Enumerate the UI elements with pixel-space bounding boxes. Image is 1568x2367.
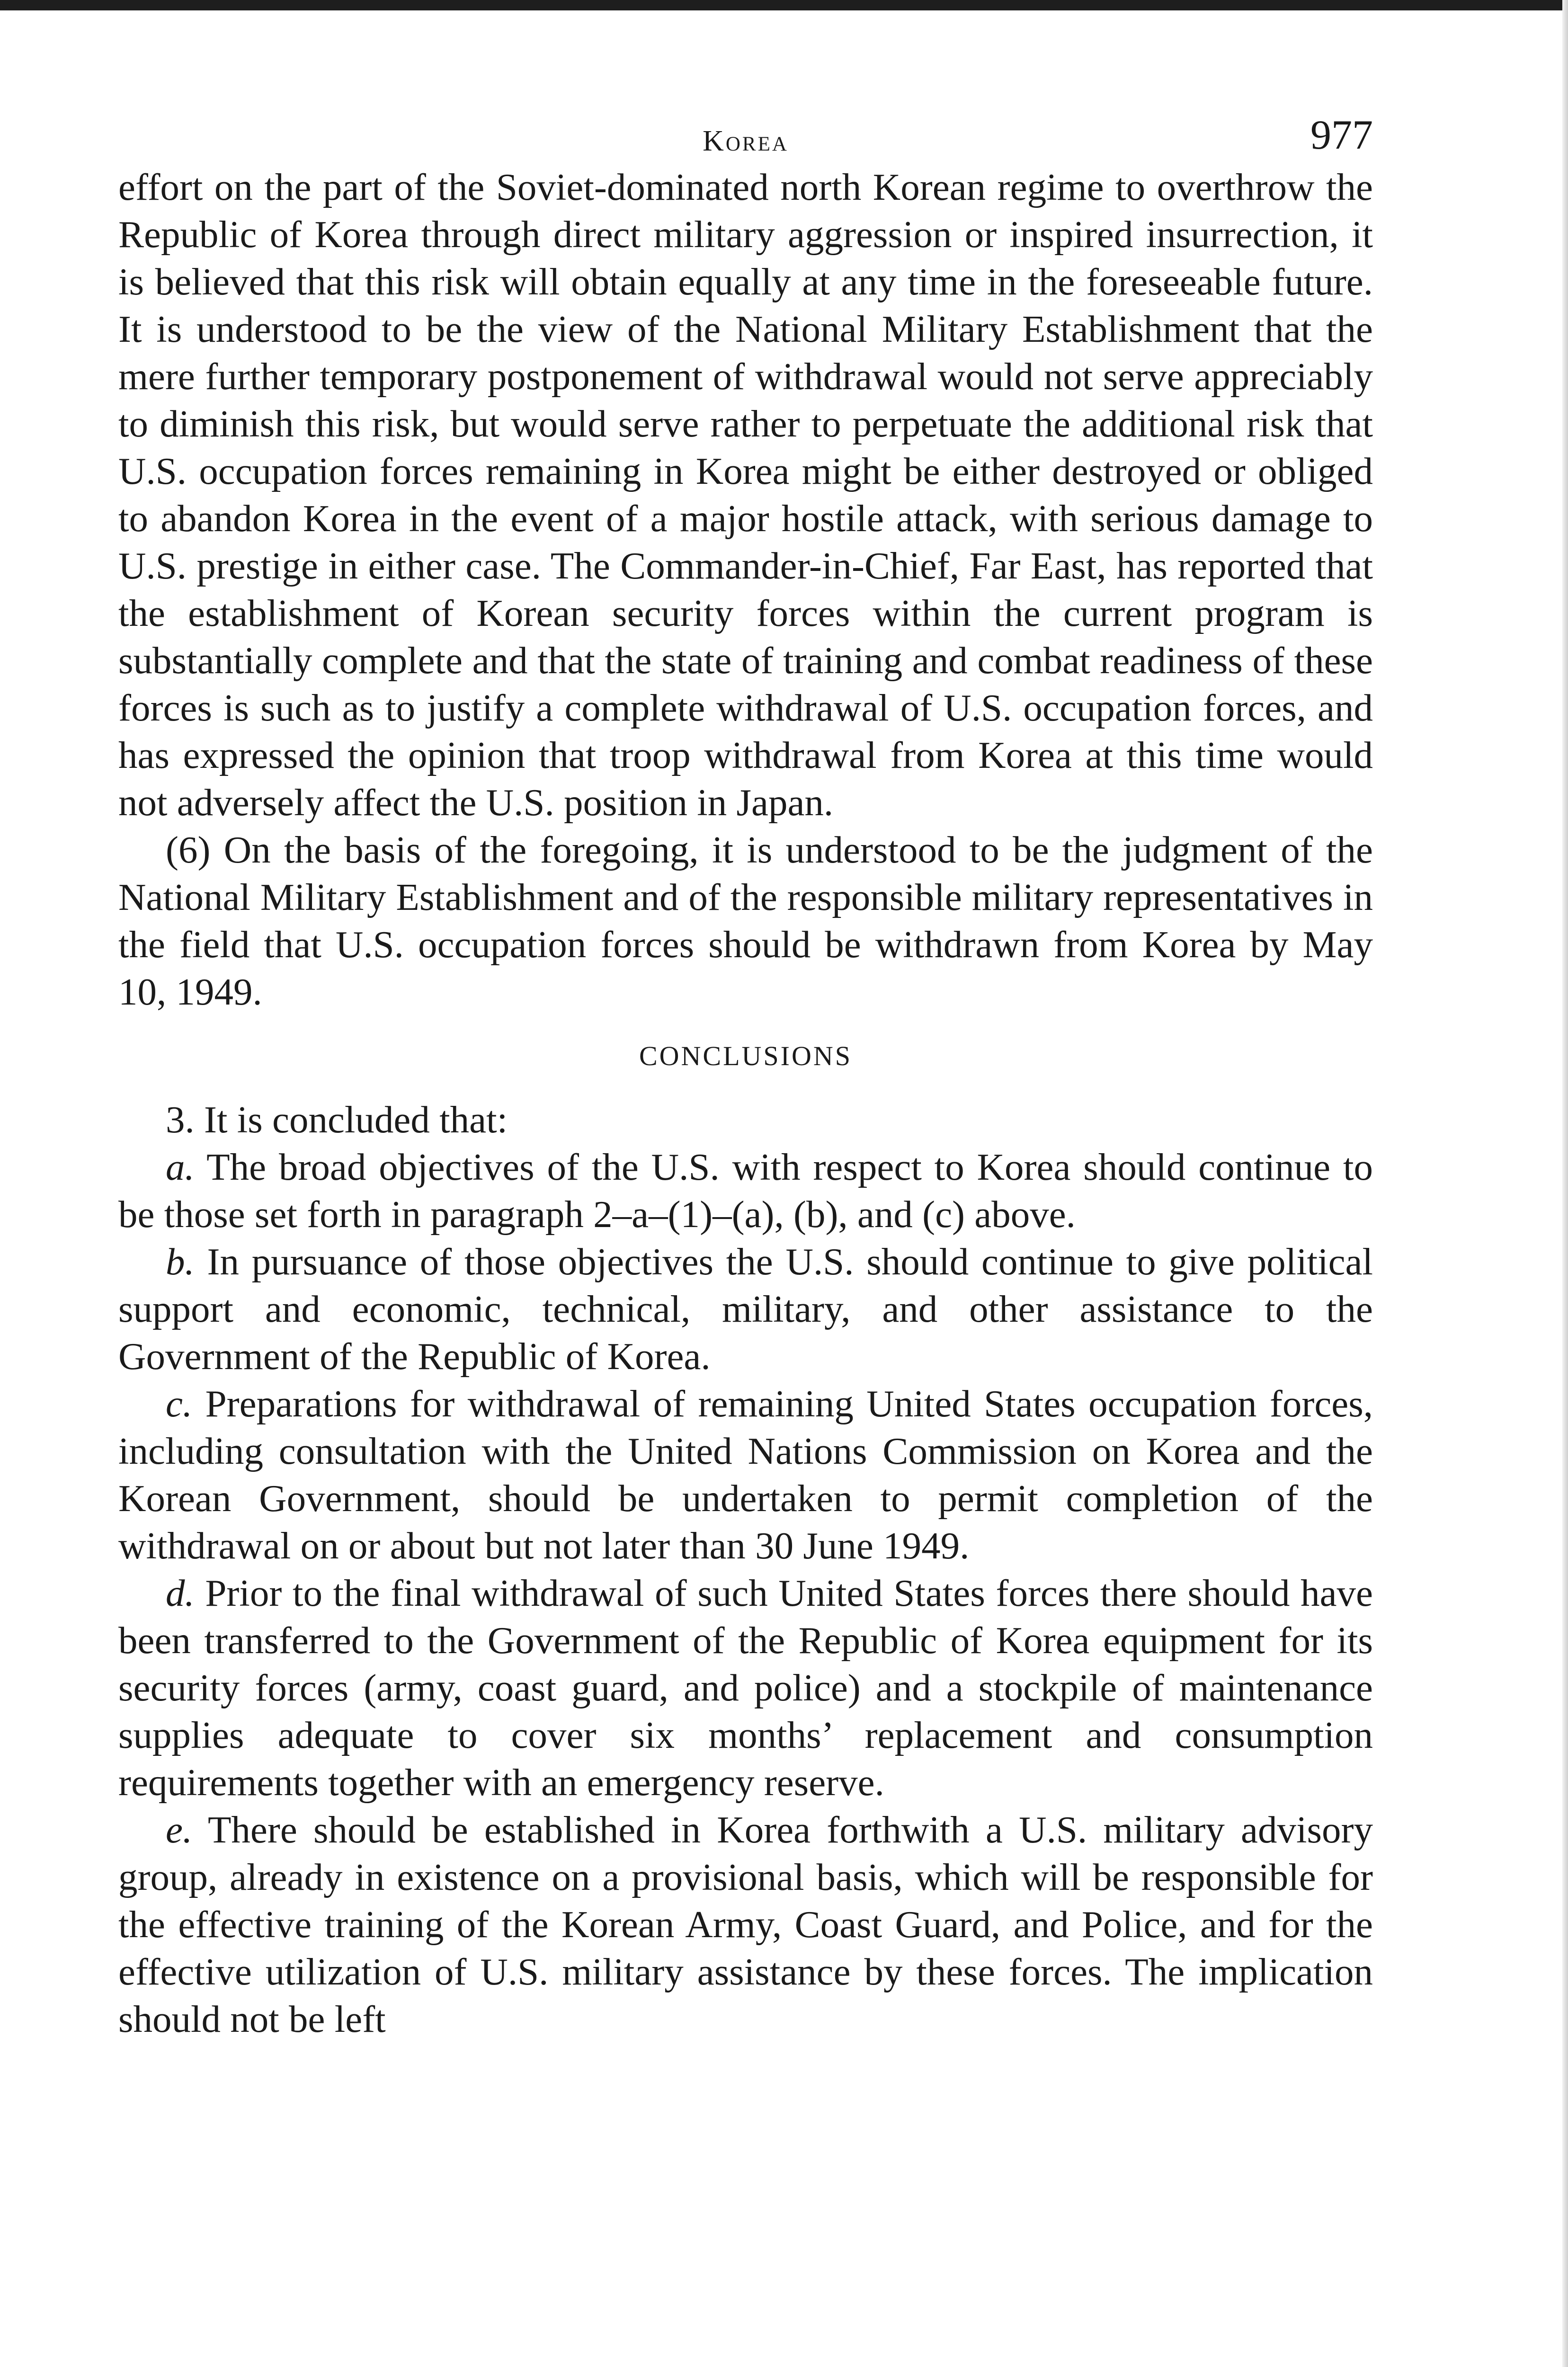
conclusions-intro: 3. It is concluded that: xyxy=(166,1098,508,1141)
body-text xyxy=(118,163,1373,2043)
conclusion-item-e xyxy=(118,1806,1373,2043)
conclusions-heading: CONCLUSIONS xyxy=(639,1041,853,1071)
item-text: Preparations for withdrawal of remaining United States occupation forces, including consultation with the United Nations Commission on Korea and the Korean Government, should be undertaken to permit completion of the withdrawal on or about but not later than 30 June 1949. xyxy=(118,1382,1373,1567)
paragraph-continuation: effort on the part of the Soviet-dominated north Korean regime to overthrow the Republic of Korea through direct military aggression or inspired insurrection, it is believed that this risk will obtain equally at any time in the foreseeable future. It is understood to be the view of the National Military Establishment that the mere further temporary postponement of withdrawal would not serve appreciably to diminish this risk, but would serve rather to perpetuate the additional risk that U.S. occupation forces remaining in Korea might be either destroyed or obliged to abandon Korea in the event of a major hostile attack, with serious damage to U.S. prestige in either case. The Commander-in-Chief, Far East, has reported that the establishment of Korean security forces within the current program is substantially complete and that the state of training and combat readiness of these forces is such as to justify a complete withdrawal of U.S. occupation forces, and has expressed the opinion that troop withdrawal from Korea at this time would not adversely affect the U.S. position in Japan. xyxy=(118,166,1373,824)
paragraph-6: (6) On the basis of the foregoing, it is understood to be the judgment of the National Military Establishment and of the responsible military representatives in the field that U.S. occupation forces should be withdrawn from Korea by May 10, 1949. xyxy=(118,828,1373,1013)
item-text: The broad objectives of the U.S. with respect to Korea should continue to be those set forth in paragraph 2–a–(1)–(a), (b), and (c) above. xyxy=(118,1146,1373,1236)
page-number: 977 xyxy=(1310,112,1373,158)
conclusion-item-c xyxy=(118,1380,1373,1569)
running-header xyxy=(118,111,1373,163)
item-label: b. xyxy=(166,1240,195,1283)
page-top-border xyxy=(0,0,1568,10)
conclusion-item-b xyxy=(118,1238,1373,1380)
conclusion-item-a xyxy=(118,1143,1373,1238)
item-text: There should be established in Korea forthwith a U.S. military advisory group, already in existence on a provisional basis, which will be responsible for the effective training of the Korean Army, Coast Guard, and Police, and for the effective utilization of U.S. military assistance by these forces. The implication should not be left xyxy=(118,1808,1373,2040)
document-page xyxy=(118,111,1373,2043)
item-label: d. xyxy=(166,1572,195,1614)
item-label: c. xyxy=(166,1382,193,1425)
item-text: Prior to the final withdrawal of such United States forces there should have been transferred to the Government of the Republic of Korea equipment for its security forces (army, coast guard, and police) and a stockpile of maintenance supplies adequate to cover six months’ replacement and consumption requirements together with an emergency reserve. xyxy=(118,1572,1373,1804)
item-text: In pursuance of those objectives the U.S. should continue to give political support and economic, technical, military, and other assistance to the Government of the Republic of Korea. xyxy=(118,1240,1373,1378)
conclusion-item-d xyxy=(118,1569,1373,1806)
running-title: Korea xyxy=(703,125,789,157)
item-label: e. xyxy=(166,1808,193,1851)
page-right-edge-shadow xyxy=(1562,0,1568,2367)
item-label: a. xyxy=(166,1146,195,1188)
